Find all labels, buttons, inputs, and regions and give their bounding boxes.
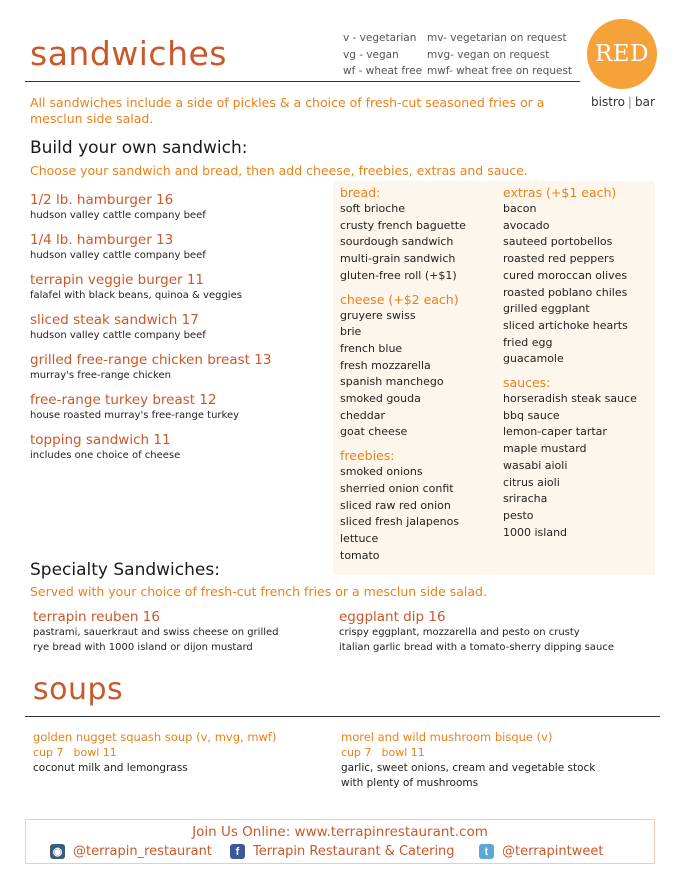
tagline [591,95,655,109]
extra-item: grilled eggplant [503,302,590,316]
sandwich-desc: murray's free-range chicken [30,370,171,381]
specialty-desc: rye bread with 1000 island or dijon mustard [33,641,253,653]
extra-item: sliced artichoke hearts [503,318,628,332]
page-title: sandwiches [30,34,227,73]
specialty-desc: pastrami, sauerkraut and swiss cheese on grilled [33,627,279,638]
sandwich-desc: hudson valley cattle company beef [30,250,206,261]
soup-name: golden nugget squash soup (v, mvg, mwf) [33,730,277,744]
sandwich-name: 1/4 lb. hamburger 13 [30,232,174,248]
sandwich-list [30,192,330,472]
intro-text: All sandwiches include a side of pickles & a choice of fresh-cut seasoned fries or a mesclun side salad. [30,95,545,126]
list-item [30,232,330,263]
bread-heading: bread: [340,185,381,200]
cheese-heading: cheese (+$2 each) [340,291,459,307]
logo-text: RED [594,41,650,67]
list-item [30,352,330,383]
join-online[interactable]: Join Us Online: www.terrapinrestaurant.com [192,824,488,840]
cheese-item: smoked gouda [340,392,421,406]
twitter-link[interactable] [479,844,603,859]
footer-box [25,819,655,864]
soup-price [33,745,333,761]
facebook-link[interactable] [230,844,455,859]
red-logo [587,19,657,89]
soup-desc: with plenty of mushrooms [341,776,479,789]
freebie-item: sliced raw red onion [340,498,451,512]
cheese-item: cheddar [340,408,386,422]
tagline-separator: | [627,95,632,109]
bowl-price: bowl 11 [73,746,117,759]
instagram-icon: ◉ [50,844,65,859]
specialty-item-eggplant [339,609,659,655]
header-divider [25,81,580,82]
instagram-handle: @terrapin_restaurant [73,844,212,859]
extra-item: fried egg [503,335,553,349]
specialty-item-reuben [33,609,353,655]
extra-item: sauteed portobellos [503,235,613,249]
freebie-item: sherried onion confit [340,481,454,495]
sauce-item: lemon-caper tartar [503,425,607,439]
bread-item: soft brioche [340,202,406,215]
sandwich-name: grilled free-range chicken breast 13 [30,352,272,368]
cheese-item: french blue [340,341,403,355]
bread-item: sourdough sandwich [340,235,454,249]
extras-heading: extras (+$1 each) [503,185,617,200]
freebie-item: smoked onions [340,465,423,479]
specialty-heading: Specialty Sandwiches: [30,560,220,580]
cheese-item: brie [340,325,362,339]
sandwich-name: sliced steak sandwich 17 [30,312,199,328]
dietary-legend [343,30,575,80]
list-item [30,192,330,223]
bread-item: multi-grain sandwich [340,252,456,266]
sandwich-desc: includes one choice of cheese [30,450,181,461]
soup-item-squash [33,729,333,776]
sauce-item: pesto [503,508,534,522]
sauce-item: citrus aioli [503,475,560,489]
cup-price: cup 7 [341,746,372,759]
sandwich-desc: hudson valley cattle company beef [30,330,206,341]
cheese-item: goat cheese [340,425,408,439]
specialty-desc: crispy eggplant, mozzarella and pesto on crusty [339,627,580,638]
specialty-name: terrapin reuben 16 [33,609,160,625]
soup-desc: garlic, sweet onions, cream and vegetable stock [341,762,596,774]
legend-mwf: mwf- wheat free on request [427,65,573,77]
extra-item: roasted poblano chiles [503,285,628,299]
sauce-item: horseradish steak sauce [503,392,637,406]
options-column-left [340,184,466,564]
tagline-bistro: bistro [591,95,625,109]
bread-item: crusty french baguette [340,218,466,232]
freebie-item: sliced fresh jalapenos [340,515,460,529]
legend-mv: mv- vegetarian on request [427,32,567,44]
freebies-heading: freebies: [340,448,395,464]
sandwich-desc: hudson valley cattle company beef [30,210,206,221]
facebook-icon: f [230,844,245,859]
instagram-link[interactable] [50,844,212,859]
list-item [30,312,330,343]
build-subheading: Choose your sandwich and bread, then add cheese, freebies, extras and sauce. [30,163,528,178]
sandwich-desc: house roasted murray's free-range turkey [30,410,240,421]
sandwich-name: terrapin veggie burger 11 [30,272,205,288]
options-column-right [503,184,637,541]
soup-price [341,745,641,761]
cup-price: cup 7 [33,746,64,759]
soups-divider [25,716,660,717]
sauce-item: sriracha [503,492,548,506]
specialty-desc: italian garlic bread with a tomato-sherry dipping sauce [339,641,614,653]
legend-v: v - vegetarian [343,32,417,44]
sandwich-name: free-range turkey breast 12 [30,392,217,408]
cheese-item: fresh mozzarella [340,358,431,372]
legend-wf: wf - wheat free [343,65,423,77]
sandwich-name: 1/2 lb. hamburger 16 [30,192,174,208]
extra-item: guacamole [503,352,564,366]
soups-title: soups [33,672,124,707]
sandwich-desc: falafel with black beans, quinoa & veggies [30,290,242,301]
sauce-item: 1000 island [503,525,568,539]
build-heading: Build your own sandwich: [30,138,248,158]
options-panel [333,181,655,575]
freebie-item: lettuce [340,531,379,545]
list-item [30,392,330,423]
facebook-name: Terrapin Restaurant & Catering [253,844,455,859]
bowl-price: bowl 11 [381,746,425,759]
legend-vg: vg - vegan [343,48,399,61]
list-item [30,272,330,303]
cheese-item: gruyere swiss [340,308,416,322]
twitter-handle: @terrapintweet [502,844,604,859]
sauce-item: maple mustard [503,442,587,456]
extra-item: avocado [503,218,550,232]
soup-item-bisque [341,729,641,790]
twitter-icon: t [479,844,494,859]
soup-desc: coconut milk and lemongrass [33,762,188,774]
sandwich-name: topping sandwich 11 [30,432,171,448]
cheese-item: spanish manchego [340,375,444,389]
list-item [30,432,330,463]
sauce-item: wasabi aioli [503,458,568,472]
tagline-bar: bar [634,95,655,109]
bread-item: gluten-free roll (+$1) [340,268,457,282]
sauce-item: bbq sauce [503,408,560,422]
freebie-item: tomato [340,548,380,562]
specialty-subheading: Served with your choice of fresh-cut french fries or a mesclun side salad. [30,584,487,599]
sauces-heading: sauces: [503,375,551,391]
specialty-name: eggplant dip 16 [339,609,446,625]
extra-item: roasted red peppers [503,252,615,266]
soup-name: morel and wild mushroom bisque (v) [341,730,553,744]
extra-item: bacon [503,202,537,215]
legend-mvg: mvg- vegan on request [427,48,550,61]
extra-item: cured moroccan olives [503,268,628,282]
